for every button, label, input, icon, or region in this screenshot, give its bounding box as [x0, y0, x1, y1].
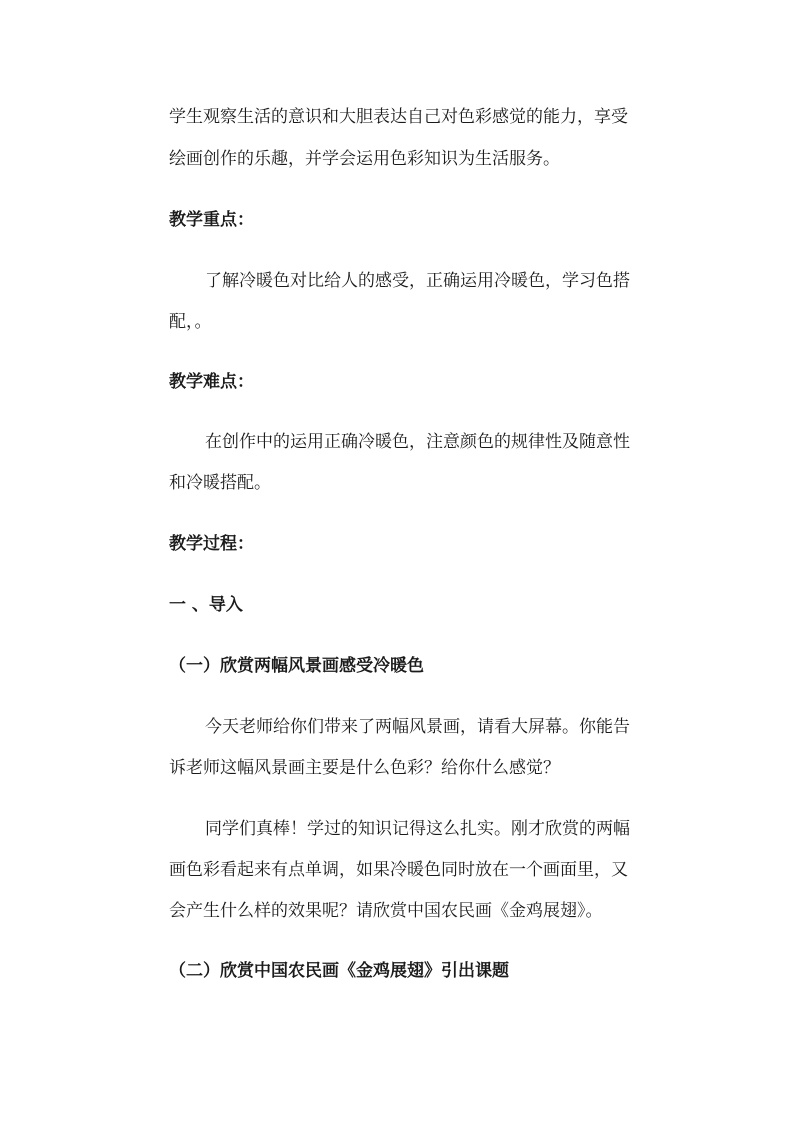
process-heading: 教学过程： [169, 534, 254, 554]
intro-line-1: 学生观察生活的意识和大胆表达自己对色彩感觉的能力，享受 [169, 107, 628, 127]
para-1-line-2: 诉老师这幅风景画主要是什么色彩？给你什么感觉？ [169, 758, 560, 778]
key-points-line-2: 配，。 [169, 312, 212, 332]
subsection-one-heading: （一）欣赏两幅风景画感受冷暖色 [169, 656, 424, 676]
difficulties-line-1: 在创作中的运用正确冷暖色，注意颜色的规律性及随意性 [205, 432, 630, 452]
para-1-line-1: 今天老师给你们带来了两幅风景画，请看大屏幕。你能告 [205, 717, 630, 737]
difficulties-line-2: 和冷暖搭配。 [169, 473, 271, 493]
difficulties-heading: 教学难点： [169, 372, 254, 392]
para-2-line-2: 画色彩看起来有点单调，如果冷暖色同时放在一个画面里，又 [169, 860, 628, 880]
section-one-heading: 一 、导入 [169, 595, 243, 615]
para-2-line-3: 会产生什么样的效果呢？请欣赏中国农民画《金鸡展翅》。 [169, 901, 603, 921]
key-points-heading: 教学重点： [169, 210, 254, 230]
subsection-two-heading: （二）欣赏中国农民画《金鸡展翅》引出课题 [169, 961, 509, 981]
key-points-line-1: 了解冷暖色对比给人的感受，正确运用冷暖色，学习色搭 [205, 271, 630, 291]
intro-line-2: 绘画创作的乐趣，并学会运用色彩知识为生活服务。 [169, 149, 560, 169]
para-2-line-1: 同学们真棒！学过的知识记得这么扎实。刚才欣赏的两幅 [205, 819, 630, 839]
